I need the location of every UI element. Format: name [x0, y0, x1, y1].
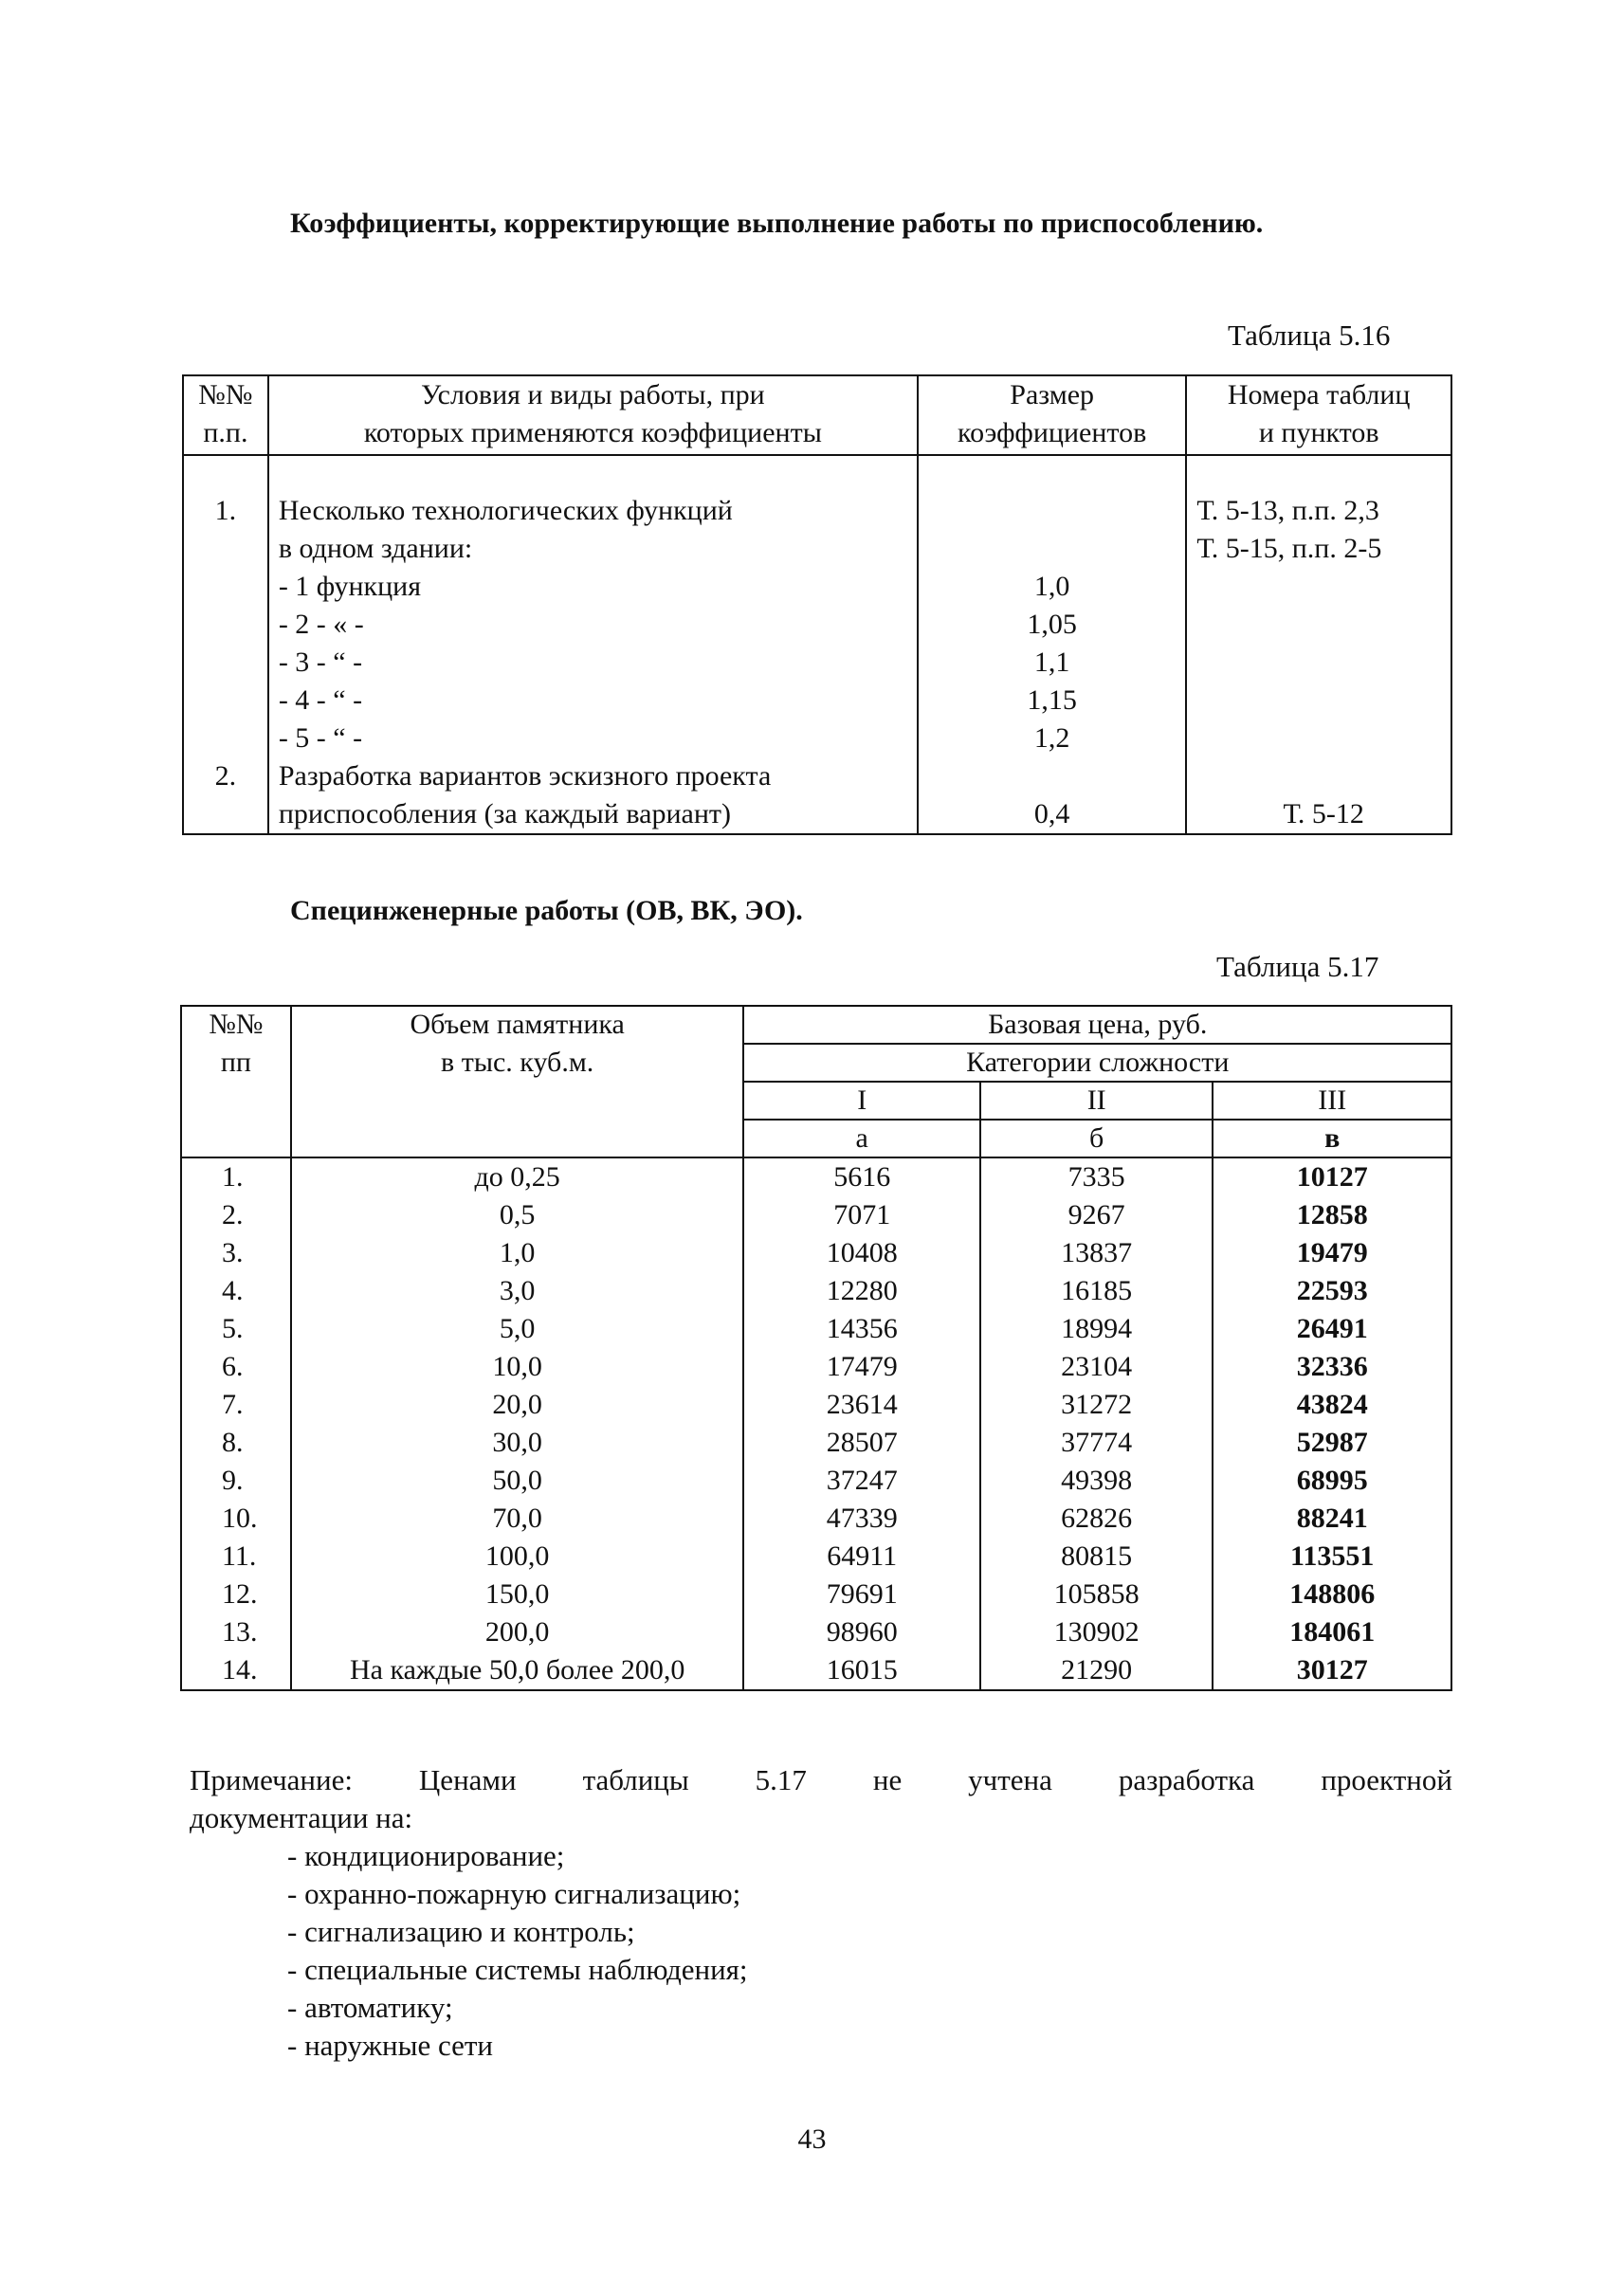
list-item: - наружные сети [287, 2029, 493, 2062]
header-num: №№ п.п. [183, 375, 268, 455]
note [190, 1761, 1452, 1799]
header-num: №№ пп [181, 1006, 291, 1157]
price-cat-3-cell: 68995 [1213, 1462, 1451, 1500]
table-row [181, 1500, 1451, 1538]
price-cat-1-cell: 10408 [743, 1234, 979, 1272]
volume-cell: 100,0 [291, 1538, 744, 1576]
price-cat-3-cell: 88241 [1213, 1500, 1451, 1538]
volume-cell: 50,0 [291, 1462, 744, 1500]
volume-cell: 200,0 [291, 1613, 744, 1651]
header-letter-a: а [743, 1120, 979, 1157]
price-cat-2-cell: 49398 [980, 1462, 1213, 1500]
list-item: - автоматику; [287, 1991, 453, 2024]
price-cat-1-cell: 7071 [743, 1196, 979, 1234]
table-5-17-body [181, 1157, 1451, 1690]
price-cat-1-cell: 79691 [743, 1576, 979, 1613]
price-cat-2-cell: 62826 [980, 1500, 1213, 1538]
table-5-16 [182, 374, 1452, 835]
table-refs-cell: Т. 5-13, п.п. 2,3 Т. 5-15, п.п. 2-5 Т. 5-12 [1186, 455, 1451, 834]
volume-cell: 30,0 [291, 1424, 744, 1462]
price-cat-1-cell: 98960 [743, 1613, 979, 1651]
section-1-title: Коэффициенты, корректирующие выполнение работы по приспособлению. [290, 208, 1264, 239]
price-cat-1-cell: 37247 [743, 1462, 979, 1500]
table-5-17 [180, 1005, 1452, 1691]
price-cat-2-cell: 31272 [980, 1386, 1213, 1424]
table-row [181, 1651, 1451, 1690]
price-cat-2-cell: 7335 [980, 1157, 1213, 1196]
row-number-cell: 14. [181, 1651, 291, 1690]
header-cat-3: III [1213, 1082, 1451, 1120]
row-number-cell: 12. [181, 1576, 291, 1613]
table-row [181, 1272, 1451, 1310]
note-first-line: Примечание: Ценами таблицы 5.17 не учтена разработка проектной [190, 1763, 1452, 1796]
volume-cell: 20,0 [291, 1386, 744, 1424]
volume-cell: На каждые 50,0 более 200,0 [291, 1651, 744, 1690]
price-cat-3-cell: 113551 [1213, 1538, 1451, 1576]
price-cat-3-cell: 19479 [1213, 1234, 1451, 1272]
section-2-title: Специнженерные работы (ОВ, ВК, ЭО). [290, 895, 803, 926]
price-cat-2-cell: 37774 [980, 1424, 1213, 1462]
price-cat-2-cell: 9267 [980, 1196, 1213, 1234]
header-categories: Категории сложности [743, 1044, 1451, 1082]
price-cat-1-cell: 64911 [743, 1538, 979, 1576]
price-cat-3-cell: 52987 [1213, 1424, 1451, 1462]
row-number-cell: 2. [181, 1196, 291, 1234]
table-5-17-header-row-1 [181, 1006, 1451, 1044]
header-volume: Объем памятника в тыс. куб.м. [291, 1006, 744, 1157]
header-conditions: Условия и виды работы, при которых применяются коэффициенты [268, 375, 918, 455]
row-number-cell: 6. [181, 1348, 291, 1386]
row-number-cell: 4. [181, 1272, 291, 1310]
price-cat-3-cell: 22593 [1213, 1272, 1451, 1310]
table-row [181, 1348, 1451, 1386]
header-letter-c: в [1213, 1120, 1451, 1157]
price-cat-3-cell: 26491 [1213, 1310, 1451, 1348]
page-number: 43 [797, 2123, 827, 2155]
header-cat-1: I [743, 1082, 979, 1120]
note-list [287, 1837, 748, 2065]
price-cat-3-cell: 10127 [1213, 1157, 1451, 1196]
price-cat-3-cell: 184061 [1213, 1613, 1451, 1651]
header-base-price: Базовая цена, руб. [743, 1006, 1451, 1044]
row-number-cell: 7. [181, 1386, 291, 1424]
price-cat-3-cell: 43824 [1213, 1386, 1451, 1424]
row-number-cell: 1. [181, 1157, 291, 1196]
header-table-refs: Номера таблиц и пунктов [1186, 375, 1451, 455]
price-cat-3-cell: 32336 [1213, 1348, 1451, 1386]
list-item: - сигнализацию и контроль; [287, 1915, 635, 1948]
coefficient-values-cell: 1,0 1,05 1,1 1,15 1,2 0,4 [918, 455, 1187, 834]
table-5-16-header-row [183, 375, 1451, 455]
table-row [181, 1196, 1451, 1234]
table-row [181, 1157, 1451, 1196]
price-cat-1-cell: 14356 [743, 1310, 979, 1348]
table-5-17-caption: Таблица 5.17 [1216, 950, 1379, 983]
volume-cell: 10,0 [291, 1348, 744, 1386]
header-letter-b: б [980, 1120, 1213, 1157]
row-number-cell: 5. [181, 1310, 291, 1348]
volume-cell: 0,5 [291, 1196, 744, 1234]
price-cat-1-cell: 17479 [743, 1348, 979, 1386]
price-cat-3-cell: 148806 [1213, 1576, 1451, 1613]
table-row [181, 1462, 1451, 1500]
row-number-cell: 9. [181, 1462, 291, 1500]
price-cat-2-cell: 80815 [980, 1538, 1213, 1576]
price-cat-3-cell: 30127 [1213, 1651, 1451, 1690]
header-cat-2: II [980, 1082, 1213, 1120]
volume-cell: 1,0 [291, 1234, 744, 1272]
list-item: - кондиционирование; [287, 1839, 565, 1872]
note-second-line: документации на: [190, 1801, 413, 1834]
row-number-cell: 13. [181, 1613, 291, 1651]
list-item: - специальные системы наблюдения; [287, 1953, 748, 1986]
volume-cell: 3,0 [291, 1272, 744, 1310]
price-cat-1-cell: 47339 [743, 1500, 979, 1538]
table-row [181, 1576, 1451, 1613]
price-cat-1-cell: 23614 [743, 1386, 979, 1424]
price-cat-2-cell: 21290 [980, 1651, 1213, 1690]
row-number-cell: 10. [181, 1500, 291, 1538]
price-cat-3-cell: 12858 [1213, 1196, 1451, 1234]
list-item: - охранно-пожарную сигнализацию; [287, 1877, 741, 1910]
table-row [181, 1613, 1451, 1651]
row-number-cell: 1. 2. [183, 455, 268, 834]
row-number-cell: 3. [181, 1234, 291, 1272]
table-5-16-caption: Таблица 5.16 [1228, 319, 1391, 352]
volume-cell: 70,0 [291, 1500, 744, 1538]
conditions-cell: Несколько технологических функций в одном здании: - 1 функция - 2 - « - - 3 - “ - - 4 - “ - - 5 - “ - Разработка вариантов эскизного проекта приспособления (за каждый вариант) [268, 455, 918, 834]
table-row [181, 1234, 1451, 1272]
volume-cell: до 0,25 [291, 1157, 744, 1196]
price-cat-2-cell: 16185 [980, 1272, 1213, 1310]
table-row [181, 1386, 1451, 1424]
header-coefficient-size: Размер коэффициентов [918, 375, 1187, 455]
price-cat-2-cell: 13837 [980, 1234, 1213, 1272]
table-row [181, 1310, 1451, 1348]
price-cat-1-cell: 16015 [743, 1651, 979, 1690]
table-row [181, 1538, 1451, 1576]
volume-cell: 5,0 [291, 1310, 744, 1348]
price-cat-2-cell: 18994 [980, 1310, 1213, 1348]
row-number-cell: 11. [181, 1538, 291, 1576]
price-cat-2-cell: 130902 [980, 1613, 1213, 1651]
table-row [183, 455, 1451, 834]
price-cat-1-cell: 5616 [743, 1157, 979, 1196]
price-cat-2-cell: 105858 [980, 1576, 1213, 1613]
price-cat-1-cell: 28507 [743, 1424, 979, 1462]
row-number-cell: 8. [181, 1424, 291, 1462]
table-row [181, 1424, 1451, 1462]
price-cat-2-cell: 23104 [980, 1348, 1213, 1386]
volume-cell: 150,0 [291, 1576, 744, 1613]
price-cat-1-cell: 12280 [743, 1272, 979, 1310]
